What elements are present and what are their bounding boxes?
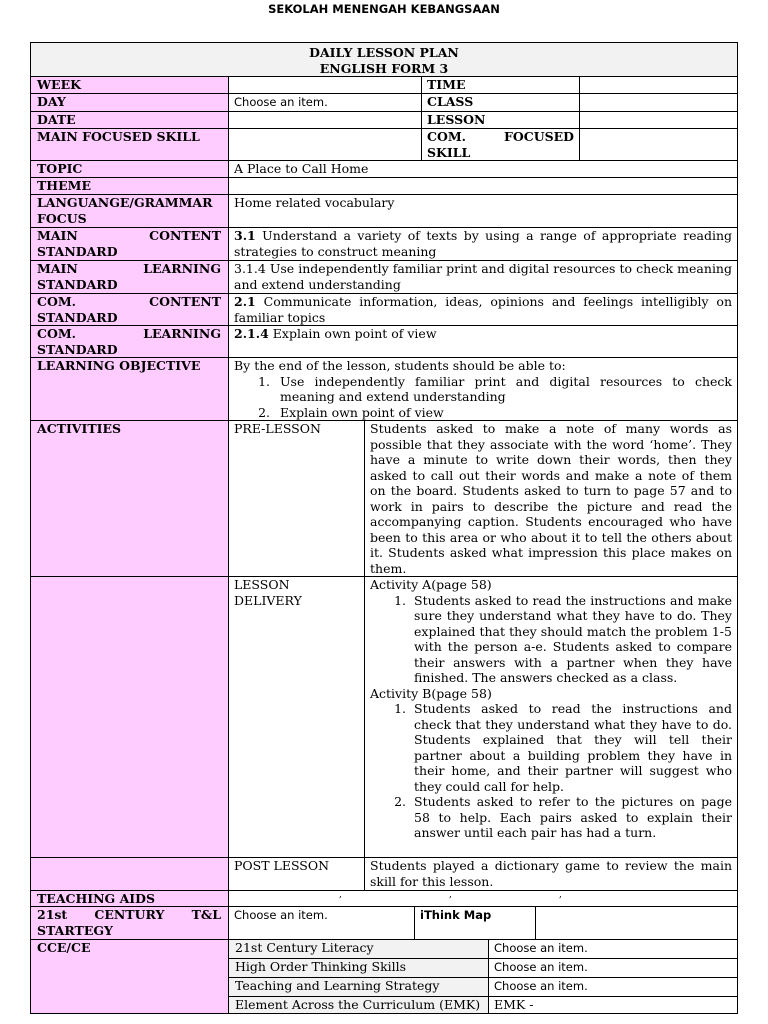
plan-subtitle: ENGLISH FORM 3 [319, 60, 449, 76]
main-skill-value[interactable] [228, 129, 421, 160]
main-content-label [30, 228, 228, 260]
time-value[interactable] [579, 77, 738, 93]
cce-label: CCE/CE [30, 940, 228, 1013]
teaching-aids-mark: , [339, 891, 342, 900]
day-row [30, 94, 738, 112]
cce-table [228, 940, 738, 1013]
com-skill-label-1: COM. [427, 129, 467, 144]
date-value[interactable] [228, 112, 421, 128]
com-skill-label [421, 129, 579, 160]
com-skill-label-2: FOCUSED [503, 129, 574, 144]
activity-b-list [370, 701, 732, 841]
com-content-value [228, 294, 738, 325]
century-label-b: CENTURY [94, 907, 165, 922]
cce-item-select[interactable]: Choose an item. [494, 941, 588, 955]
plan-title: DAILY LESSON PLAN [309, 45, 459, 60]
cce-item-row [229, 959, 737, 978]
class-label: CLASS [421, 94, 579, 111]
main-skill-label: MAIN FOCUSED SKILL [30, 129, 228, 160]
ithink-map-value[interactable] [535, 907, 738, 939]
teaching-aids-label: TEACHING AIDS [30, 891, 228, 906]
cce-item-row [229, 978, 737, 997]
objective-intro: By the end of the lesson, students should be able to: [234, 358, 566, 373]
day-label: DAY [30, 94, 228, 111]
date-label: DATE [30, 112, 228, 128]
main-content-code: 3.1 [234, 228, 256, 243]
main-content-text: Understand a variety of texts by using a range of appropriate reading strategies to construct meaning [234, 228, 732, 259]
grammar-value: Home related vocabulary [228, 195, 738, 227]
skill-row [30, 129, 738, 161]
lesson-delivery-text [364, 577, 738, 857]
com-learning-label-b: LEARNING [143, 326, 221, 341]
topic-label: TOPIC [30, 161, 228, 177]
day-select[interactable]: Choose an item. [228, 94, 421, 111]
teaching-aids-row [30, 891, 738, 907]
cce-item-name: 21st Century Literacy [229, 940, 489, 958]
century-select[interactable]: Choose an item. [228, 907, 414, 939]
cce-item-name: High Order Thinking Skills [229, 959, 489, 977]
lesson-plan-table [30, 42, 738, 1014]
week-label: WEEK [30, 77, 228, 93]
lesson-label: LESSON [421, 112, 579, 128]
objective-item: 1. Use independently familiar print and digital resources to check meaning and extend understanding [274, 374, 732, 405]
week-row [30, 77, 738, 94]
main-learning-label-b: LEARNING [143, 261, 221, 276]
teaching-aids-mark: , [559, 891, 562, 900]
activities-label-cont-2 [30, 858, 228, 890]
topic-row [30, 161, 738, 178]
com-learning-label-c: STANDARD [37, 341, 118, 357]
century-row [30, 907, 738, 940]
activities-label-cont [30, 577, 228, 857]
century-label [30, 907, 228, 939]
post-lesson-row [30, 858, 738, 891]
post-lesson-text: Students played a dictionary game to review the main skill for this lesson. [364, 858, 738, 890]
cce-item-select[interactable]: Choose an item. [494, 979, 588, 993]
activity-a-title: Activity A(page 58) [370, 577, 492, 592]
activity-a-list [370, 593, 732, 686]
main-content-label-a: MAIN [37, 228, 78, 243]
century-label-c: T&L [191, 907, 221, 922]
activity-a-item: 1. Students asked to read the instructions and make sure they understand what they have to do. They explained that they should match the problem 1-5 with the person a-e. Students asked to compare their answers with a partner when they have finished. The answers checked as a class. [410, 593, 732, 686]
teaching-aids-value[interactable] [228, 891, 738, 906]
objective-list [234, 374, 732, 421]
pre-lesson-text: Students asked to make a note of many words as possible that they associate with the word ‘home’. They have a minute to write down their words, then they asked to call out their words and make a note of them on the board. Students asked to turn to page 57 and to work in pairs to describe the picture and read the accompanying caption. Students encouraged who have been to this area or who about it to tell the others about it. Students asked what impression this place makes on them. [364, 421, 738, 576]
plan-title-block [30, 42, 738, 77]
theme-value[interactable] [228, 178, 738, 194]
activities-label: ACTIVITIES [30, 421, 228, 576]
cce-item-row [229, 940, 737, 959]
lesson-value[interactable] [579, 112, 738, 128]
lesson-delivery-label-1: LESSON [234, 577, 290, 592]
activity-b-item: 2. Students asked to refer to the pictures on page 58 to help. Each pairs asked to explain their answer until each pair has had a turn. [410, 794, 732, 841]
activity-b-title: Activity B(page 58) [370, 685, 492, 701]
ithink-map-label: iThink Map [414, 907, 535, 939]
com-learning-label-a: COM. [37, 326, 77, 341]
cce-item-name: Element Across the Curriculum (EMK) [229, 997, 489, 1013]
topic-value: A Place to Call Home [228, 161, 738, 177]
cce-item-name: Teaching and Learning Strategy [229, 978, 489, 996]
com-content-label-a: COM. [37, 294, 77, 309]
theme-row [30, 178, 738, 195]
lesson-delivery-label-2: DELIVERY [234, 592, 302, 608]
com-content-code: 2.1 [234, 294, 256, 309]
class-value[interactable] [579, 94, 738, 111]
com-learning-row [30, 326, 738, 358]
century-label-d: STARTEGY [37, 922, 113, 938]
main-content-value [228, 228, 738, 260]
time-label: TIME [421, 77, 579, 93]
pre-lesson-row [30, 421, 738, 577]
com-content-row [30, 294, 738, 326]
com-learning-code: 2.1.4 [234, 326, 269, 341]
objective-label: LEARNING OBJECTIVE [30, 358, 228, 420]
com-skill-value[interactable] [579, 129, 738, 160]
theme-label: THEME [30, 178, 228, 194]
com-content-text: Communicate information, ideas, opinions and feelings intelligibly on familiar topics [234, 294, 732, 325]
post-lesson-label: POST LESSON [228, 858, 364, 890]
com-learning-value [228, 326, 738, 357]
com-content-label [30, 294, 228, 325]
main-content-row [30, 228, 738, 261]
school-name: SEKOLAH MENENGAH KEBANGSAAN [268, 2, 500, 16]
activity-b-item: 1. Students asked to read the instructions and check that they understand what they have to do. Students explained that they will tell their partner about a building problem they have in their home, and their partner will suggest who they could call for help. [410, 701, 732, 794]
objective-row [30, 358, 738, 421]
date-row [30, 112, 738, 129]
grammar-row [30, 195, 738, 228]
com-learning-label [30, 326, 228, 357]
cce-row [30, 940, 738, 1014]
teaching-aids-mark: , [449, 891, 452, 900]
lesson-delivery-row [30, 577, 738, 858]
main-content-label-b: CONTENT [149, 228, 221, 243]
emk-value[interactable]: EMK - [494, 997, 534, 1012]
com-skill-label-3: SKILL [427, 144, 471, 160]
com-content-label-c: STANDARD [37, 309, 118, 325]
main-content-label-c: STANDARD [37, 243, 118, 259]
main-learning-label [30, 261, 228, 293]
objective-value [228, 358, 738, 420]
week-value[interactable] [228, 77, 421, 93]
main-learning-value: 3.1.4 Use independently familiar print and digital resources to check meaning and extend understanding [228, 261, 738, 293]
century-label-a: 21st [37, 907, 68, 922]
grammar-label: LANGUANGE/GRAMMAR FOCUS [30, 195, 228, 227]
cce-item-select[interactable]: Choose an item. [494, 960, 588, 974]
com-content-label-b: CONTENT [149, 294, 221, 309]
main-learning-label-a: MAIN [37, 261, 78, 276]
pre-lesson-label: PRE-LESSON [228, 421, 364, 576]
main-learning-row [30, 261, 738, 294]
com-learning-text: Explain own point of view [268, 326, 437, 341]
objective-item: 2. Explain own point of view [274, 405, 732, 421]
cce-item-row [229, 997, 737, 1013]
main-learning-label-c: STANDARD [37, 276, 118, 292]
lesson-delivery-label [228, 577, 364, 857]
